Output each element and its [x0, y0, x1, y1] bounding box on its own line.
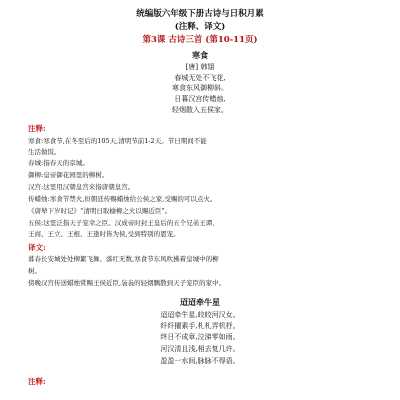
poem1-note-line: 五侯:这里泛指天子宠幸之臣。汉成帝时封王皇后的五个兄弟王谭、: [28, 219, 219, 227]
poem1-line: 寒食东风御柳斜。: [172, 84, 228, 92]
poem2-line: 河汉清且浅,相去复几许。: [160, 345, 240, 353]
poem1-title: 寒食: [192, 50, 208, 60]
poem1-note-line: 寒食:寒食节,在冬至后的105天,清明节前1-2天。节日期间不能: [28, 137, 207, 145]
poem1-note-line: 汉宫:这里用汉朝皇宫来指唐朝皇宫。: [28, 183, 135, 191]
poem1-line: 轻烟散入五侯家。: [172, 106, 228, 114]
poem1-note-line: 传蜡烛:寒食节禁火,但朝廷传赐蜡烛给公侯之家,受赐的可以点火。: [28, 195, 217, 203]
poem2-notes-label: 注释:: [28, 377, 46, 386]
poem2-line: 盈盈一水间,脉脉不得语。: [160, 357, 240, 365]
poem1-author: [唐] 韩翃: [185, 63, 215, 71]
poem1-note-line: 王商、王立、王根、王逢时皆为侯,受到特别的恩宠。: [28, 230, 180, 238]
poem1-note-line: 御柳:皇帝御花园里的柳树。: [28, 171, 109, 179]
poem1-translation-line: 树。: [28, 267, 41, 275]
lesson-heading: 第3课 古诗三首 (第10-11页): [142, 35, 258, 45]
poem2-title: 迢迢牵牛星: [180, 297, 220, 307]
poem1-notes-label: 注释:: [28, 124, 46, 133]
poem1-note-line: 生活做饭。: [28, 148, 61, 156]
poem1-line: 春城无处不飞花,: [174, 74, 226, 82]
poem1-line: 日暮汉宫传蜡烛,: [174, 95, 226, 103]
poem1-note-line: 春城:指春天的京城。: [28, 159, 89, 167]
poem1-note-line: 《唐辇下岁时记》“清明日取榆柳之火以赐近臣”。: [28, 207, 172, 215]
document-subtitle: (注释、译文): [174, 22, 226, 32]
poem1-translation-line: 暮春长安城处处柳絮飞舞、落红无数,寒食节东风吹拂着皇城中的柳: [28, 255, 219, 263]
poem2-line: 纤纤擢素手,札札弄机杼。: [160, 322, 240, 330]
document-title: 统编版六年级下册古诗与日积月累: [136, 9, 264, 19]
poem2-line: 迢迢牵牛星,皎皎河汉女。: [160, 311, 240, 319]
poem1-translation-label: 译文:: [28, 243, 46, 252]
poem1-translation-line: 傍晚汉宫传送蜡烛赏赐王侯近臣,袅袅的轻烟飘散到天子宠臣的家中。: [28, 279, 226, 287]
poem2-line: 终日不成章,泣涕零如雨。: [160, 333, 240, 341]
